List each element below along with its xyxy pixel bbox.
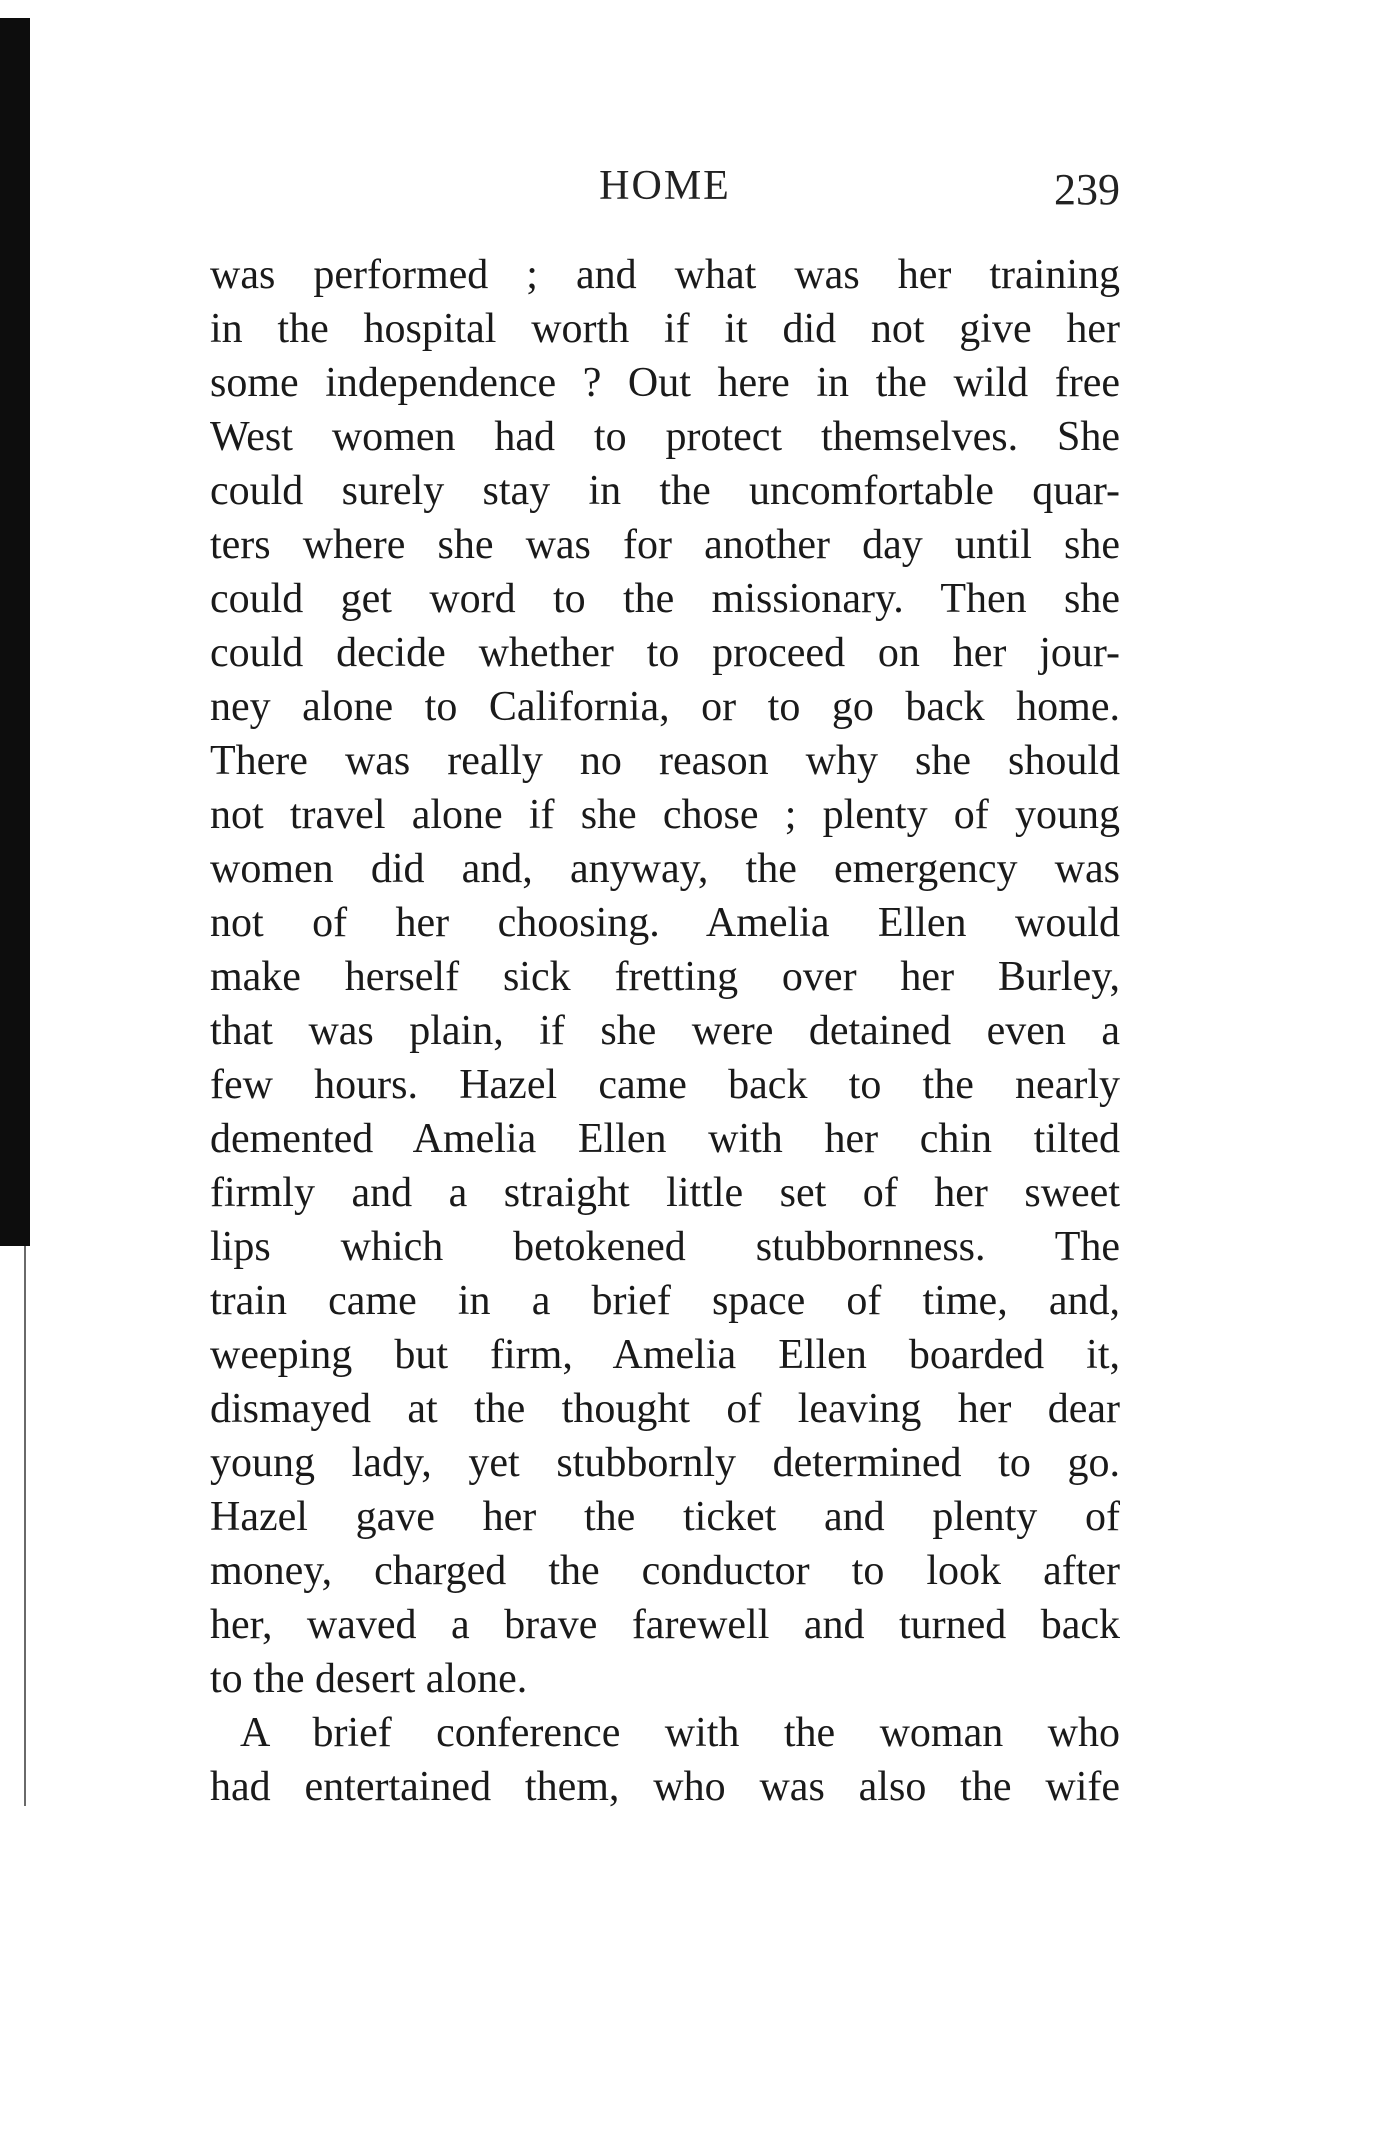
text-line: Hazel gave her the ticket and plenty of bbox=[210, 1494, 1120, 1540]
text-line: not travel alone if she chose ; plenty of young bbox=[210, 792, 1120, 838]
text-line: lips which betokened stubbornness. The bbox=[210, 1224, 1120, 1270]
text-line: few hours. Hazel came back to the nearly bbox=[210, 1062, 1120, 1108]
text-line: young lady, yet stubbornly determined to go. bbox=[210, 1440, 1120, 1486]
text-line: weeping but firm, Amelia Ellen boarded it, bbox=[210, 1332, 1120, 1378]
text-line: dismayed at the thought of leaving her dear bbox=[210, 1386, 1120, 1432]
text-line: ney alone to California, or to go back home. bbox=[210, 684, 1120, 730]
text-line: There was really no reason why she should bbox=[210, 738, 1120, 784]
text-line: some independence ? Out here in the wild free bbox=[210, 360, 1120, 406]
page-number: 239 bbox=[1054, 165, 1120, 214]
text-line: demented Amelia Ellen with her chin tilted bbox=[210, 1116, 1120, 1162]
text-line: train came in a brief space of time, and, bbox=[210, 1278, 1120, 1324]
text-line: money, charged the conductor to look after bbox=[210, 1548, 1120, 1594]
text-line: had entertained them, who was also the wife bbox=[210, 1764, 1120, 1810]
text-line: in the hospital worth if it did not give her bbox=[210, 306, 1120, 352]
body-text bbox=[210, 248, 1120, 1814]
text-line: her, waved a brave farewell and turned back bbox=[210, 1602, 1120, 1648]
text-line: ters where she was for another day until she bbox=[210, 522, 1120, 568]
text-line: could decide whether to proceed on her jour- bbox=[210, 630, 1120, 676]
text-line: to the desert alone. bbox=[210, 1656, 528, 1702]
text-line: could surely stay in the uncomfortable quar- bbox=[210, 468, 1120, 514]
running-head: HOME bbox=[599, 163, 731, 209]
text-line: women did and, anyway, the emergency was bbox=[210, 846, 1120, 892]
paragraph bbox=[210, 1706, 1120, 1814]
text-line: not of her choosing. Amelia Ellen would bbox=[210, 900, 1120, 946]
page-edge-line bbox=[24, 1246, 26, 1806]
page-edge-shadow bbox=[0, 18, 30, 1246]
text-line: West women had to protect themselves. She bbox=[210, 414, 1120, 460]
text-line: firmly and a straight little set of her sweet bbox=[210, 1170, 1120, 1216]
text-line: A brief conference with the woman who bbox=[240, 1710, 1120, 1756]
text-line: was performed ; and what was her training bbox=[210, 252, 1120, 298]
paragraph bbox=[210, 248, 1120, 1706]
text-line: could get word to the missionary. Then she bbox=[210, 576, 1120, 622]
text-line: that was plain, if she were detained even a bbox=[210, 1008, 1120, 1054]
page-header bbox=[210, 162, 1120, 222]
text-line: make herself sick fretting over her Burley, bbox=[210, 954, 1120, 1000]
